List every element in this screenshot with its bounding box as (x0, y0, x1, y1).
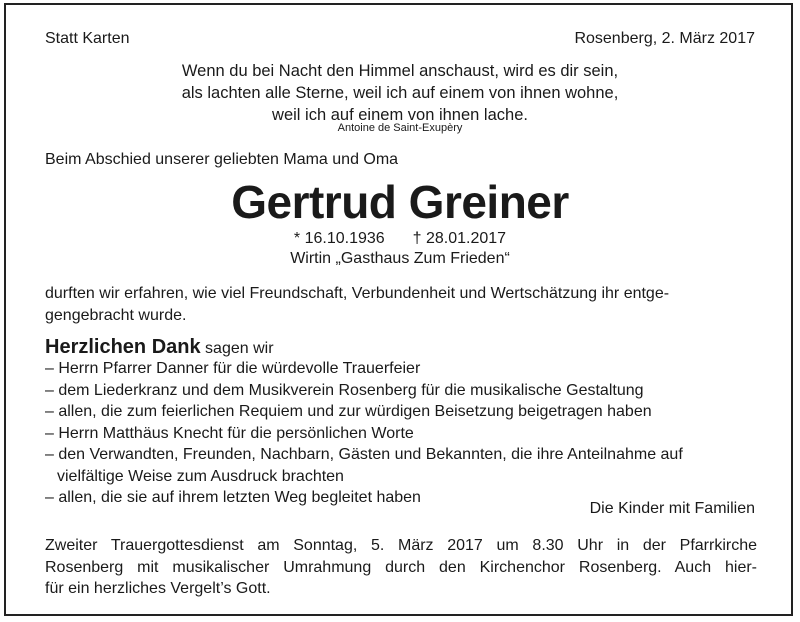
thanks-heading (45, 336, 274, 359)
quote-line-2: als lachten alle Sterne, weil ich auf einem von ihnen wohne, (181, 84, 619, 102)
list-item: – allen, die sie auf ihrem letzten Weg begleitet haben (45, 489, 421, 506)
list-item: – Herrn Pfarrer Danner für die würdevolle Trauerfeier (45, 360, 421, 377)
list-item: – allen, die zum feierlichen Requiem und zur würdigen Beisetzung beigetragen haben (45, 403, 652, 420)
thanks-title: Herzlichen Dank (45, 336, 201, 358)
quote-line-3: weil ich auf einem von ihnen lache. (272, 106, 528, 124)
intro-text: Beim Abschied unserer geliebten Mama und Oma (45, 151, 399, 168)
deceased-name: Gertrud Greiner (231, 176, 569, 228)
paragraph-line-1: durften wir erfahren, wie viel Freundschaft, Verbundenheit und Wertschätzung ihr entge- (45, 285, 670, 302)
header-place-date: Rosenberg, 2. März 2017 (574, 30, 755, 47)
experience-paragraph (45, 283, 757, 327)
list-item: – den Verwandten, Freunden, Nachbarn, Gästen und Bekannten, die ihre Anteilnahme auf (45, 446, 683, 463)
service-announcement (45, 535, 757, 600)
deceased-role: Wirtin „Gasthaus Zum Frieden“ (290, 250, 510, 267)
paragraph-line-2: gengebracht wurde. (45, 307, 187, 324)
birth-date: * 16.10.1936 (293, 230, 385, 247)
service-line-1: Zweiter Trauergottesdienst am Sonntag, 5. März 2017 um 8.30 Uhr in der Pfarrkirche (45, 537, 757, 554)
thanks-suffix: sagen wir (200, 340, 274, 357)
quote-line-1: Wenn du bei Nacht den Himmel anschaust, wird es dir sein, (181, 62, 619, 80)
list-item: – Herrn Matthäus Knecht für die persönlichen Worte (45, 424, 414, 442)
list-item: – dem Liederkranz und dem Musikverein Rosenberg für die musikalische Gestaltung (45, 381, 644, 399)
death-date: † 28.01.2017 (412, 230, 507, 247)
thanks-list (45, 358, 765, 509)
service-line-2: Rosenberg mit musikalischer Umrahmung durch den Kirchenchor Rosenberg. Auch hier- (45, 558, 757, 576)
quote-author: Antoine de Saint-Exupèry (337, 122, 463, 134)
list-item-continuation: vielfältige Weise zum Ausdruck brachten (57, 467, 344, 485)
life-dates (0, 228, 800, 250)
signature: Die Kinder mit Familien (589, 500, 755, 517)
service-line-3: für ein herzliches Vergelt’s Gott. (45, 580, 271, 597)
header-statt-karten: Statt Karten (45, 30, 130, 47)
